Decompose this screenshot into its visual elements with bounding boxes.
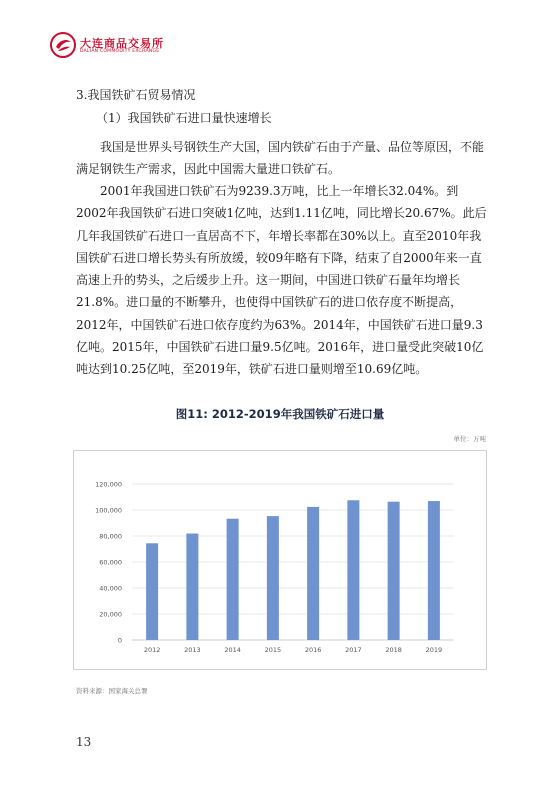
page-number: 13 (76, 735, 92, 749)
x-tick-label: 2018 (385, 646, 402, 654)
y-tick-label: 120,000 (95, 480, 122, 489)
bar (388, 502, 400, 640)
logo-chinese-name: 大连商品交易所 (80, 37, 164, 50)
paragraph: 我国是世界头号钢铁生产大国，国内铁矿石由于产量、品位等原因，不能满足钢铁生产需求，因此中国需大量进口铁矿石。 (76, 140, 485, 177)
source-note: 资料来源：国家海关总署 (76, 687, 148, 695)
chart-frame (73, 450, 487, 670)
bar (227, 519, 239, 640)
y-tick-label: 0 (117, 636, 122, 645)
figure-title: 图11: 2012-2019年我国铁矿石进口量 (175, 407, 385, 421)
y-tick-label: 60,000 (99, 558, 122, 567)
section-title: 3.我国铁矿石贸易情况 (76, 88, 196, 102)
sub-title: （1）我国铁矿石进口量快速增长 (96, 111, 272, 125)
y-tick-label: 80,000 (99, 532, 122, 541)
x-tick-label: 2013 (184, 646, 201, 654)
y-tick-label: 40,000 (99, 584, 122, 593)
x-tick-label: 2015 (264, 646, 282, 654)
y-tick-label: 20,000 (99, 610, 122, 619)
exchange-logo-icon (50, 32, 76, 58)
bar (307, 507, 319, 640)
x-tick-label: 2012 (143, 646, 161, 654)
x-tick-label: 2016 (304, 646, 322, 654)
bar (146, 543, 158, 640)
bar (267, 516, 279, 640)
logo-english-name: DALIAN COMMODITY EXCHANGE (80, 49, 160, 54)
header-logo (50, 32, 270, 60)
bar-chart (74, 451, 488, 671)
paragraph: 2001年我国进口铁矿石为9239.3万吨，比上一年增长32.04%。到2002年我国铁矿石进口突破1亿吨，达到1.11亿吨，同比增长20.67%。此后几年我国铁矿石进口一直居高不下，年增长率都在30%以上。直至2010年我国铁矿石进口增长势头有所放缓，较09年略有下降，结束了自2000年来一直高速上升的势头，之后缓步上升。这一期间，中国进口铁矿石量年均增长21.8%。进口量的不断攀升，也使得中国铁矿石的进口依存度不断提高，2012年，中国铁矿石进口依存度约为63%。2014年，中国铁矿石进口量9.3亿吨。2015年，中国铁矿石进口量9.5亿吨。2016年，进口量受此突破10亿吨达到10.25亿吨，至2019年，铁矿石进口量则增至10.69亿吨。 (76, 184, 487, 377)
unit-label: 单位：万吨 (453, 435, 486, 443)
bar (347, 500, 359, 640)
y-tick-label: 100,000 (95, 506, 122, 515)
x-tick-label: 2017 (345, 646, 362, 654)
x-tick-label: 2014 (224, 646, 241, 654)
bar (186, 534, 198, 640)
bar (428, 501, 440, 640)
x-tick-label: 2019 (425, 646, 443, 654)
